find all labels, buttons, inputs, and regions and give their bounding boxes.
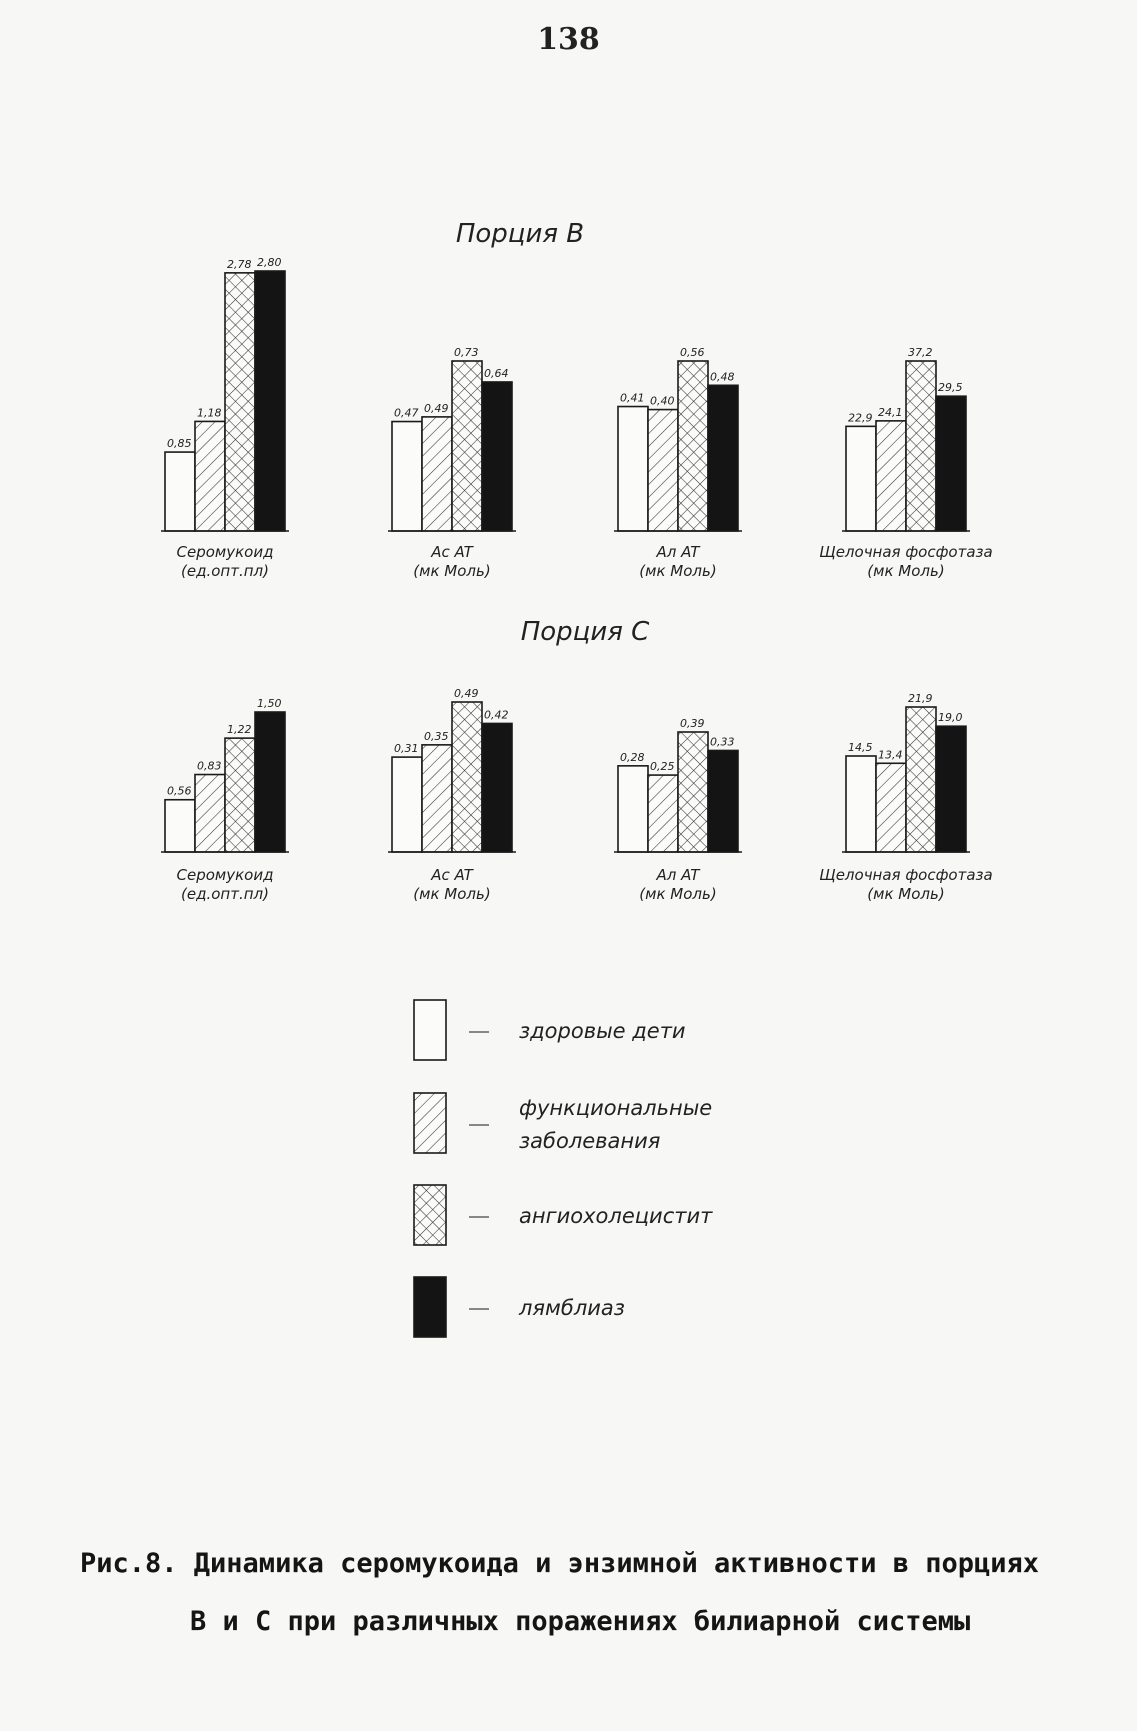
bar-black: [708, 750, 738, 852]
data-label: 1,18: [197, 406, 222, 420]
bar-cross: [678, 361, 708, 531]
data-label: 0,42: [484, 708, 509, 722]
bar-white: [392, 757, 422, 852]
bar-black: [255, 271, 285, 531]
group-label: Ac AT: [431, 866, 473, 884]
group-label: Серомукоид: [176, 866, 274, 884]
legend-swatch: [414, 1093, 446, 1153]
data-label: 0,47: [394, 406, 419, 420]
group-unit-label: (ед.опт.пл): [181, 885, 269, 903]
data-label: 0,64: [484, 366, 509, 380]
bar-cross: [906, 361, 936, 531]
bar-group: [819, 346, 992, 580]
legend-item-hatch: [414, 1093, 712, 1153]
data-label: 1,50: [257, 697, 282, 710]
legend-label: ангиохолецистит: [519, 1204, 713, 1228]
legend-swatch: [414, 1000, 446, 1060]
bar-black: [482, 382, 512, 531]
bar-cross: [452, 361, 482, 531]
legend-label: здоровые дети: [519, 1019, 686, 1043]
data-label: 0,40: [650, 394, 675, 408]
chart-title: Порция С: [520, 617, 650, 647]
data-label: 0,31: [394, 742, 419, 756]
page-number: 138: [537, 22, 600, 57]
data-label: 2,78: [227, 257, 252, 271]
data-label: 24,1: [878, 405, 903, 419]
data-label: 0,41: [620, 391, 645, 405]
bar-white: [618, 766, 648, 852]
bar-cross: [678, 732, 708, 852]
bar-group: [819, 692, 992, 903]
group-label: Ac AT: [431, 543, 473, 561]
bar-hatch: [422, 417, 452, 531]
legend-label: лямблиаз: [519, 1296, 625, 1320]
data-label: 0,39: [680, 717, 705, 730]
bar-group: [614, 346, 742, 580]
legend: [414, 1000, 713, 1337]
legend-item-black: [414, 1277, 625, 1337]
bar-black: [936, 396, 966, 531]
bar-hatch: [195, 421, 225, 531]
chart-panel-b: [161, 219, 993, 580]
bar-hatch: [195, 775, 225, 852]
bar-cross: [452, 702, 482, 852]
data-label: 0,35: [424, 729, 449, 743]
group-unit-label: (мк Моль): [639, 562, 717, 580]
group-unit-label: (мк Моль): [867, 885, 945, 903]
data-label: 0,49: [454, 687, 479, 700]
caption-line-2: В и С при различных поражениях билиарной системы: [190, 1606, 971, 1637]
group-unit-label: (мк Моль): [639, 885, 717, 903]
figure-caption: [80, 1535, 1080, 1651]
group-unit-label: (мк Моль): [867, 562, 945, 580]
data-label: 22,9: [848, 411, 873, 425]
data-label: 0,56: [680, 346, 705, 359]
legend-swatch: [414, 1185, 446, 1245]
data-label: 0,48: [710, 370, 735, 384]
legend-item-white: [414, 1000, 686, 1060]
bar-white: [392, 422, 422, 531]
bar-cross: [225, 273, 255, 531]
bar-cross: [906, 707, 936, 852]
legend-label: заболевания: [519, 1129, 661, 1153]
bar-black: [255, 712, 285, 852]
data-label: 2,80: [257, 256, 282, 269]
data-label: 0,56: [167, 784, 192, 798]
data-label: 0,25: [650, 760, 675, 774]
data-label: 0,83: [197, 759, 222, 773]
bar-group: [161, 256, 289, 580]
data-label: 37,2: [908, 346, 933, 359]
data-label: 0,49: [424, 401, 449, 415]
bar-cross: [225, 738, 255, 852]
bar-hatch: [648, 775, 678, 852]
bar-black: [482, 723, 512, 852]
bar-group: [161, 697, 289, 903]
bar-hatch: [422, 745, 452, 852]
group-label: Ал AT: [656, 866, 700, 884]
bar-group: [388, 346, 516, 580]
chart-title: Порция В: [455, 219, 585, 249]
data-label: 1,22: [227, 723, 252, 737]
data-label: 0,73: [454, 346, 479, 359]
data-label: 14,5: [848, 740, 873, 754]
bar-white: [846, 756, 876, 852]
bar-white: [165, 452, 195, 531]
bar-black: [936, 726, 966, 852]
group-unit-label: (мк Моль): [413, 885, 491, 903]
bar-white: [846, 426, 876, 531]
group-label: Щелочная фосфотаза: [819, 543, 993, 561]
group-unit-label: (ед.опт.пл): [181, 562, 269, 580]
group-label: Серомукоид: [176, 543, 274, 561]
bar-white: [618, 407, 648, 531]
bar-hatch: [876, 763, 906, 852]
data-label: 0,33: [710, 735, 735, 749]
caption-line-1: Рис.8. Динамика серомукоида и энзимной активности в порциях: [80, 1548, 1040, 1579]
legend-swatch: [414, 1277, 446, 1337]
chart-panel-c: [161, 617, 993, 903]
bar-white: [165, 800, 195, 852]
data-label: 13,4: [878, 748, 903, 762]
group-label: Ал AT: [656, 543, 700, 561]
bar-group: [388, 687, 516, 903]
data-label: 0,85: [167, 437, 192, 451]
data-label: 29,5: [938, 381, 963, 395]
group-unit-label: (мк Моль): [413, 562, 491, 580]
data-label: 19,0: [938, 711, 963, 725]
data-label: 21,9: [908, 692, 933, 705]
bar-group: [614, 717, 742, 903]
bar-black: [708, 385, 738, 531]
bar-hatch: [876, 421, 906, 531]
data-label: 0,28: [620, 750, 645, 764]
legend-item-cross: [414, 1185, 713, 1245]
legend-label: функциональные: [519, 1096, 713, 1120]
group-label: Щелочная фосфотаза: [819, 866, 993, 884]
bar-hatch: [648, 410, 678, 531]
